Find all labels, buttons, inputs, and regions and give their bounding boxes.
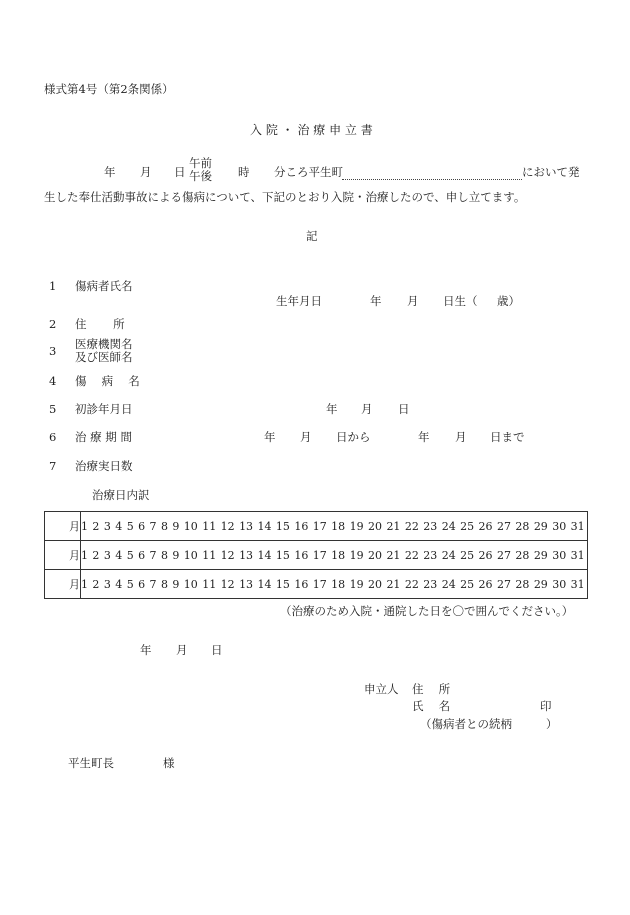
item-1-label: 傷病者氏名 <box>75 279 133 293</box>
table-row <box>45 512 588 541</box>
day-number[interactable]: 11 <box>202 577 217 591</box>
day-number[interactable]: 27 <box>496 519 511 533</box>
day-number[interactable]: 4 <box>115 519 123 533</box>
date-month: 月 <box>176 643 188 657</box>
day-number[interactable]: 26 <box>478 577 493 591</box>
day-number[interactable]: 14 <box>257 577 272 591</box>
day-number[interactable]: 11 <box>202 548 217 562</box>
days-cell <box>81 541 588 570</box>
day-number[interactable]: 12 <box>220 519 235 533</box>
first-visit-day: 日 <box>398 402 410 416</box>
day-number[interactable]: 11 <box>202 519 217 533</box>
day-number[interactable]: 22 <box>404 519 419 533</box>
day-number[interactable]: 1 <box>81 519 88 533</box>
birth-day: 日生（ <box>443 294 478 308</box>
day-number[interactable]: 18 <box>331 548 346 562</box>
day-number[interactable]: 10 <box>183 519 198 533</box>
day-number[interactable]: 1 <box>81 577 88 591</box>
day-number[interactable]: 14 <box>257 548 272 562</box>
item-3-label <box>75 338 133 364</box>
day-number[interactable]: 26 <box>478 548 493 562</box>
relation-open: （傷病者との続柄 <box>420 717 512 731</box>
day-number[interactable]: 6 <box>138 548 146 562</box>
treatment-day-table <box>44 511 588 599</box>
day-number[interactable]: 18 <box>331 519 346 533</box>
day-number[interactable]: 8 <box>160 519 168 533</box>
day-number[interactable]: 14 <box>257 519 272 533</box>
day-number[interactable]: 23 <box>423 548 438 562</box>
day-number[interactable]: 29 <box>533 577 548 591</box>
days-cell <box>81 512 588 541</box>
day-number[interactable]: 17 <box>312 548 327 562</box>
day-number[interactable]: 30 <box>552 577 567 591</box>
day-number[interactable]: 31 <box>570 519 585 533</box>
day-number[interactable]: 25 <box>460 519 475 533</box>
day-number[interactable]: 16 <box>294 548 309 562</box>
day-number[interactable]: 13 <box>239 519 254 533</box>
month-cell[interactable]: 月 <box>45 512 81 541</box>
month-cell[interactable]: 月 <box>45 541 81 570</box>
month-cell[interactable]: 月 <box>45 570 81 599</box>
table-row <box>45 570 588 599</box>
intro-ending: において発 <box>522 165 580 179</box>
day-number[interactable]: 3 <box>103 519 111 533</box>
addressee-title: 平生町長 <box>68 756 114 770</box>
day-number[interactable]: 17 <box>312 519 327 533</box>
item-3-num: 3 <box>49 344 57 358</box>
day-number[interactable]: 13 <box>239 577 254 591</box>
day-number[interactable]: 25 <box>460 577 475 591</box>
date-year: 年 <box>140 643 152 657</box>
day-number[interactable]: 17 <box>312 577 327 591</box>
day-number[interactable]: 7 <box>149 519 157 533</box>
day-number[interactable]: 19 <box>349 548 364 562</box>
day-number[interactable]: 2 <box>92 548 100 562</box>
am-pm-stack <box>189 157 212 183</box>
day-number[interactable]: 29 <box>533 548 548 562</box>
day-list <box>81 549 587 562</box>
day-number[interactable]: 31 <box>570 577 585 591</box>
day-number[interactable]: 20 <box>368 548 383 562</box>
item-2-label: 住 所 <box>75 317 125 331</box>
birth-month: 月 <box>407 294 419 308</box>
day-number[interactable]: 28 <box>515 577 530 591</box>
day-number[interactable]: 3 <box>103 548 111 562</box>
day-number[interactable]: 21 <box>386 519 401 533</box>
day-number[interactable]: 12 <box>220 577 235 591</box>
day-number[interactable]: 28 <box>515 519 530 533</box>
item-7-label: 治療実日数 <box>75 459 133 473</box>
day-number[interactable]: 22 <box>404 577 419 591</box>
seal-mark: 印 <box>540 699 552 713</box>
day-number[interactable]: 24 <box>441 519 456 533</box>
day-number[interactable]: 10 <box>183 548 198 562</box>
day-number[interactable]: 3 <box>103 577 111 591</box>
breakdown-title: 治療日内訳 <box>92 488 150 502</box>
item-6-num: 6 <box>49 430 57 444</box>
item-5-label: 初診年月日 <box>75 402 133 416</box>
day-number[interactable]: 9 <box>172 519 180 533</box>
item-4-num: 4 <box>49 374 57 388</box>
item-2-num: 2 <box>49 317 57 331</box>
page-title: 入 院 ・ 治 療 申 立 書 <box>250 123 373 137</box>
day-number[interactable]: 2 <box>92 577 100 591</box>
date-day: 日 <box>211 643 223 657</box>
day-number[interactable]: 30 <box>552 548 567 562</box>
day-number[interactable]: 8 <box>160 548 168 562</box>
birth-age: 歳） <box>497 294 520 308</box>
intro-line2: 生した奉仕活動事故による傷病について、下記のとおり入院・治療したので、申し立てます。 <box>44 190 526 204</box>
day-number[interactable]: 2 <box>92 519 100 533</box>
day-number[interactable]: 15 <box>275 548 290 562</box>
item-4-label: 傷 病 名 <box>75 374 140 388</box>
day-number[interactable]: 22 <box>404 548 419 562</box>
item-7-num: 7 <box>49 459 57 473</box>
calendar-note: （治療のため入院・通院した日を〇で囲んでください。） <box>280 604 574 618</box>
ki-heading: 記 <box>306 229 318 243</box>
day-number[interactable]: 7 <box>149 548 157 562</box>
day-number[interactable]: 24 <box>441 577 456 591</box>
day-number[interactable]: 6 <box>138 519 146 533</box>
item-6-label: 治 療 期 間 <box>75 430 132 444</box>
am-label: 午前 <box>189 156 212 170</box>
day-number[interactable]: 5 <box>126 548 134 562</box>
day-number[interactable]: 6 <box>138 577 146 591</box>
item-3-label-line2: 及び医師名 <box>75 350 133 364</box>
day-number[interactable]: 13 <box>239 548 254 562</box>
birth-label: 生年月日 <box>276 294 322 308</box>
day-number[interactable]: 12 <box>220 548 235 562</box>
days-cell <box>81 570 588 599</box>
day-number[interactable]: 20 <box>368 577 383 591</box>
applicant-name: 氏 名 <box>412 699 451 713</box>
birth-year: 年 <box>370 294 382 308</box>
day-number[interactable]: 8 <box>160 577 168 591</box>
day-number[interactable]: 5 <box>126 519 134 533</box>
place-field[interactable] <box>342 179 522 180</box>
applicant-label: 申立人 <box>364 682 399 696</box>
pm-label: 午後 <box>189 169 212 183</box>
day-number[interactable]: 20 <box>368 519 383 533</box>
day-number[interactable]: 5 <box>126 577 134 591</box>
relation-close: ） <box>546 717 558 731</box>
table-row <box>45 541 588 570</box>
item-1-num: 1 <box>49 279 57 293</box>
day-number[interactable]: 21 <box>386 577 401 591</box>
first-visit-year: 年 <box>326 402 338 416</box>
day-number[interactable]: 10 <box>183 577 198 591</box>
day-number[interactable]: 30 <box>552 519 567 533</box>
day-number[interactable]: 9 <box>172 548 180 562</box>
day-number[interactable]: 16 <box>294 519 309 533</box>
day-number[interactable]: 7 <box>149 577 157 591</box>
period-to-day: 日まで <box>490 430 525 444</box>
form-number: 様式第4号（第2条関係） <box>44 82 174 96</box>
period-from-day: 日から <box>336 430 371 444</box>
day-number[interactable]: 21 <box>386 548 401 562</box>
item-5-num: 5 <box>49 402 57 416</box>
day-number[interactable]: 19 <box>349 577 364 591</box>
day-number[interactable]: 27 <box>496 548 511 562</box>
applicant-address: 住 所 <box>412 682 451 696</box>
intro-day: 日 <box>174 165 186 179</box>
first-visit-month: 月 <box>361 402 373 416</box>
day-number[interactable]: 16 <box>294 577 309 591</box>
day-number[interactable]: 25 <box>460 548 475 562</box>
period-to-year: 年 <box>418 430 430 444</box>
day-number[interactable]: 23 <box>423 577 438 591</box>
day-number[interactable]: 26 <box>478 519 493 533</box>
day-number[interactable]: 9 <box>172 577 180 591</box>
day-number[interactable]: 27 <box>496 577 511 591</box>
day-number[interactable]: 4 <box>115 548 123 562</box>
day-number[interactable]: 19 <box>349 519 364 533</box>
item-3-label-line1: 医療機関名 <box>75 337 133 351</box>
intro-minute-place: 分ころ平生町 <box>274 165 343 179</box>
day-number[interactable]: 28 <box>515 548 530 562</box>
day-number[interactable]: 1 <box>81 548 88 562</box>
day-number[interactable]: 23 <box>423 519 438 533</box>
day-list <box>81 578 587 591</box>
period-to-month: 月 <box>455 430 467 444</box>
day-number[interactable]: 18 <box>331 577 346 591</box>
period-from-month: 月 <box>300 430 312 444</box>
day-number[interactable]: 29 <box>533 519 548 533</box>
intro-month: 月 <box>140 165 152 179</box>
addressee-honorific: 様 <box>163 756 175 770</box>
intro-year: 年 <box>104 165 116 179</box>
intro-hour: 時 <box>238 165 250 179</box>
day-number[interactable]: 31 <box>570 548 585 562</box>
day-number[interactable]: 24 <box>441 548 456 562</box>
day-list <box>81 520 587 533</box>
day-number[interactable]: 4 <box>115 577 123 591</box>
day-number[interactable]: 15 <box>275 577 290 591</box>
day-number[interactable]: 15 <box>275 519 290 533</box>
period-from-year: 年 <box>264 430 276 444</box>
